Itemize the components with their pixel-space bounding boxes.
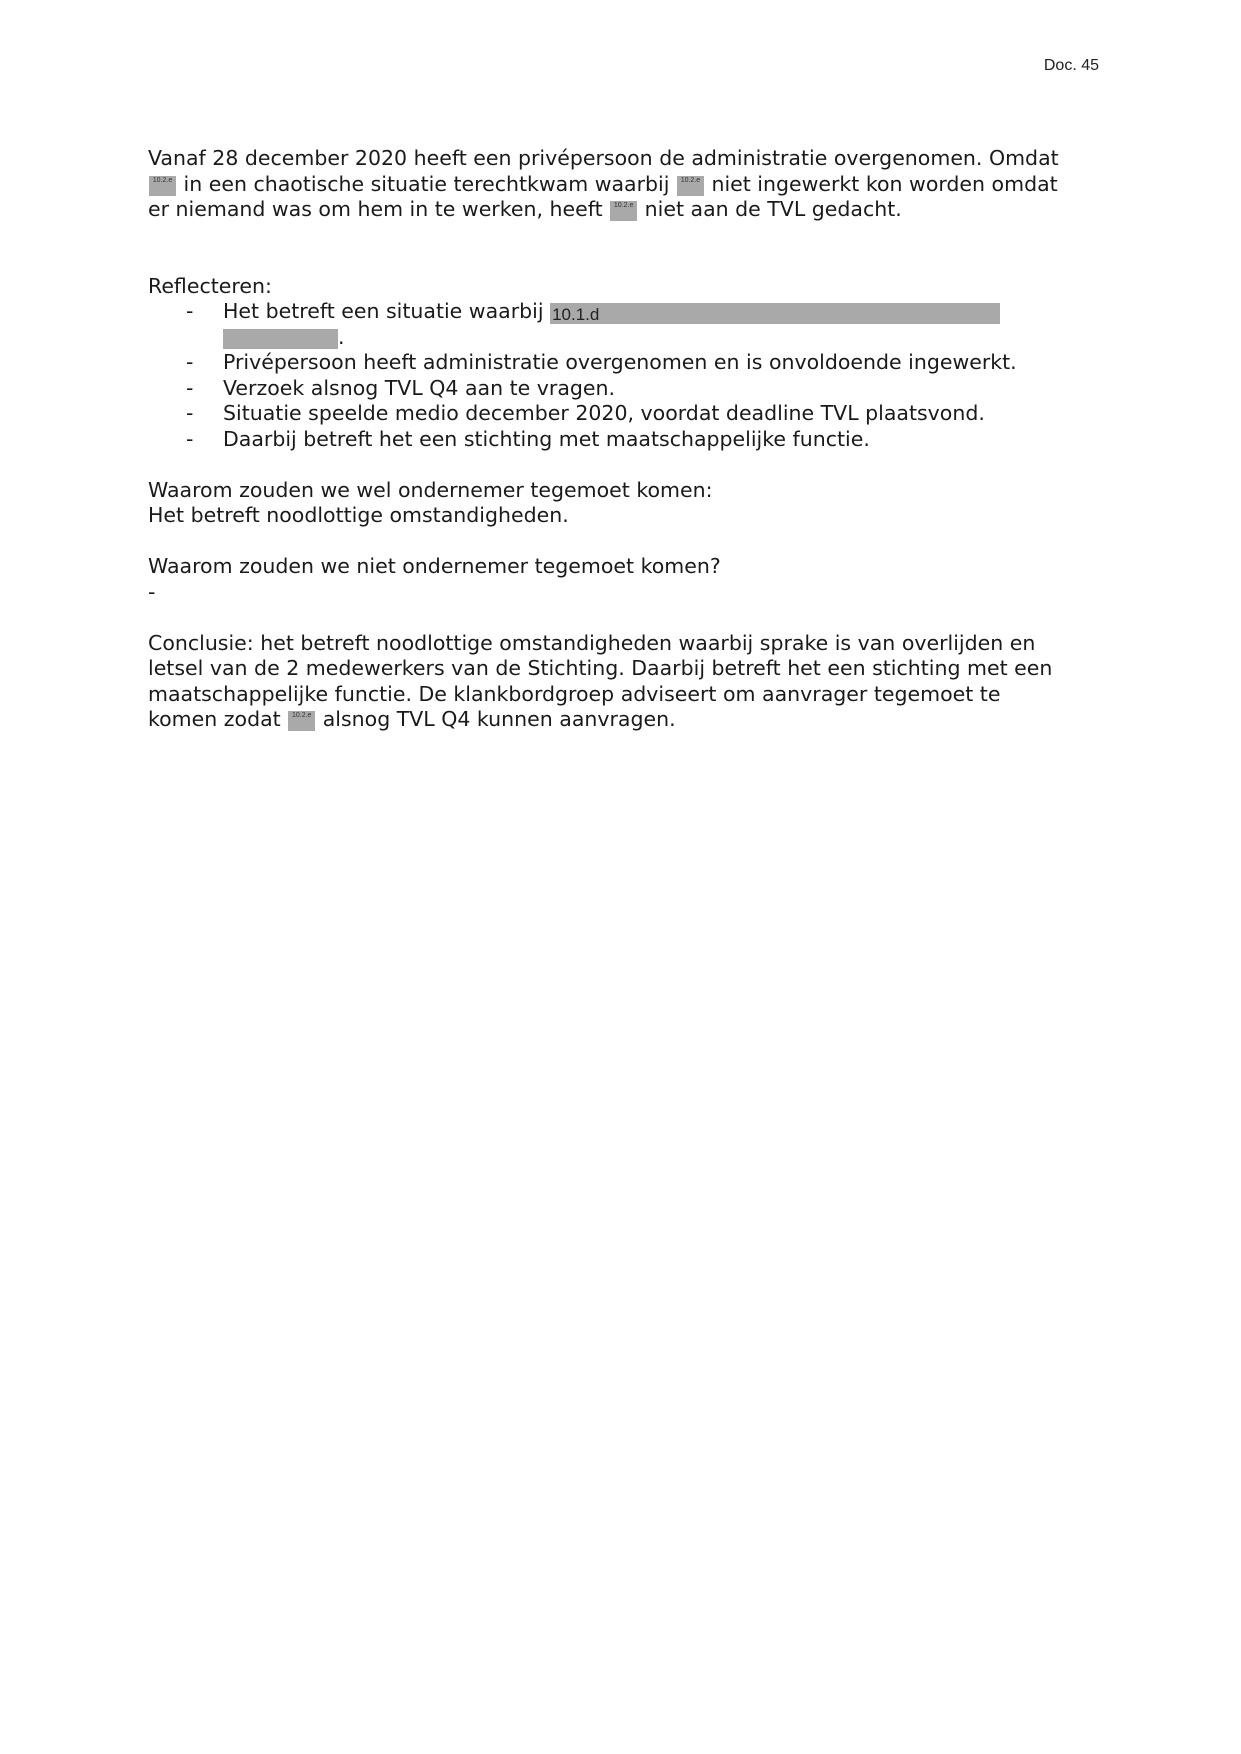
con-question: Waarom zouden we niet ondernemer tegemoet komen?	[148, 554, 721, 578]
document-body	[148, 146, 1098, 733]
intro-text-3b: niet aan de TVL gedacht.	[638, 197, 902, 221]
list-item-text: Situatie speelde medio december 2020, voordat deadline TVL plaatsvond.	[223, 401, 985, 425]
list-item-text: .	[338, 324, 345, 349]
intro-line-2	[148, 172, 1098, 198]
redaction-code: 10.2.e	[152, 176, 173, 184]
redaction-block	[223, 329, 338, 349]
pro-question: Waarom zouden we wel ondernemer tegemoet komen:	[148, 477, 713, 502]
list-dash: -	[186, 426, 194, 451]
list-item-text: Daarbij betreft het een stichting met maatschappelijke functie.	[223, 426, 870, 451]
redaction-code: 10.1.d	[552, 305, 600, 324]
list-dash: -	[186, 375, 194, 400]
list-dash: -	[186, 350, 194, 374]
conclusion-line-1: Conclusie: het betreft noodlottige omstandigheden waarbij sprake is van overlijden en	[148, 630, 1036, 655]
pro-answer: Het betreft noodlottige omstandigheden.	[148, 503, 569, 527]
redaction-block	[288, 711, 315, 731]
list-item	[148, 299, 1098, 325]
list-item	[148, 427, 1098, 453]
redaction-block	[610, 201, 637, 221]
redaction-block	[550, 303, 1000, 324]
con-answer: -	[148, 579, 156, 604]
intro-text-1: Vanaf 28 december 2020 heeft een privépersoon de administratie overgenomen. Omdat	[148, 146, 1059, 170]
conclusion-line-4	[148, 707, 1098, 733]
redaction-block	[149, 176, 176, 196]
list-dash: -	[186, 401, 194, 425]
intro-text-2b: niet ingewerkt kon worden omdat	[704, 171, 1058, 196]
conclusion-text-4b: alsnog TVL Q4 kunnen aanvragen.	[316, 707, 676, 731]
list-item-continuation	[148, 325, 1098, 351]
redaction-code: 10.2.e	[291, 712, 312, 719]
conclusion-line-2: letsel van de 2 medewerkers van de Stichting. Daarbij betreft het een stichting met een	[148, 656, 1053, 680]
document-number: Doc. 45	[1043, 57, 1099, 74]
reflect-heading: Reflecteren:	[148, 273, 272, 298]
redaction-code: 10.2.e	[680, 176, 701, 184]
list-item-text: Het betreft een situatie waarbij	[223, 299, 551, 323]
intro-text-2a: in een chaotische situatie terechtkwam waarbij	[177, 171, 676, 196]
intro-line-1	[148, 146, 1098, 172]
conclusion-text-4a: komen zodat	[148, 707, 288, 731]
list-item-text: Verzoek alsnog TVL Q4 aan te vragen.	[223, 375, 616, 400]
intro-line-3	[148, 197, 1098, 223]
list-item	[148, 401, 1098, 427]
list-item	[148, 350, 1098, 376]
intro-text-3a: er niemand was om hem in te werken, heeft	[148, 197, 610, 221]
list-dash: -	[186, 299, 194, 323]
list-item	[148, 376, 1098, 402]
redaction-code: 10.2.e	[613, 202, 634, 209]
redaction-block	[677, 176, 704, 196]
conclusion-line-3: maatschappelijke functie. De klankbordgroep adviseert om aanvrager tegemoet te	[148, 681, 1001, 706]
list-item-text: Privépersoon heeft administratie overgenomen en is onvoldoende ingewerkt.	[223, 350, 1017, 374]
